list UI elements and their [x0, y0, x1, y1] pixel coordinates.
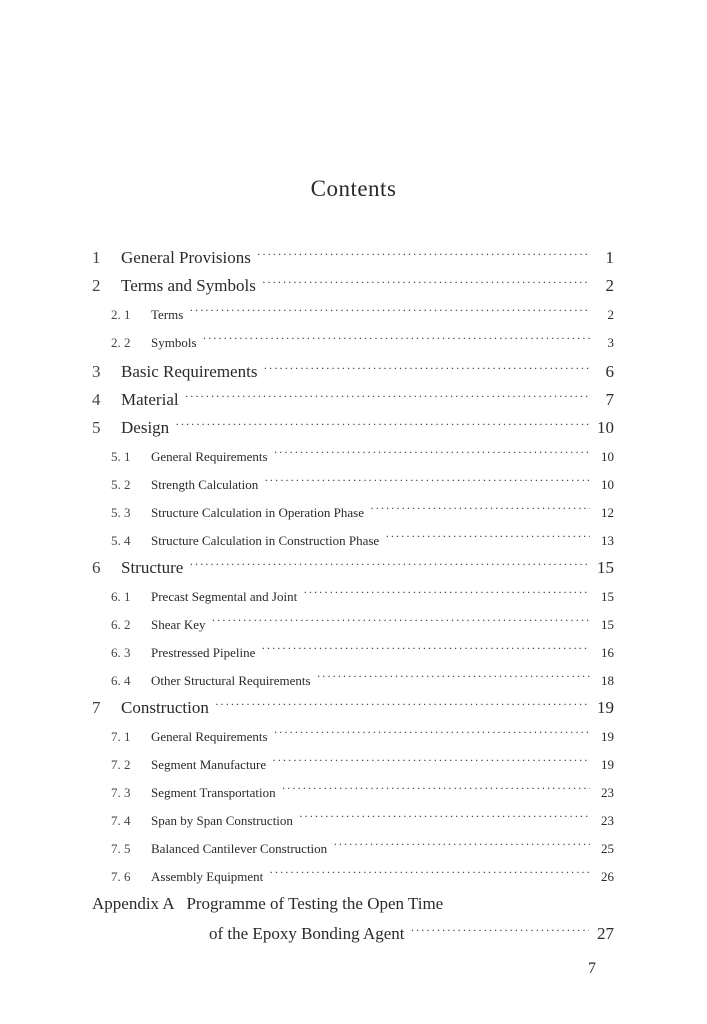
- dot-leader: [299, 812, 590, 825]
- dot-leader: [212, 616, 590, 629]
- entry-title: General Provisions: [121, 248, 251, 267]
- dot-leader: [175, 416, 589, 433]
- entry-title: Structure: [121, 558, 184, 577]
- entry-title: Segment Transportation: [151, 785, 276, 800]
- dot-leader: [274, 728, 590, 741]
- dot-leader: [261, 644, 590, 657]
- entry-title: Precast Segmental and Joint: [151, 589, 298, 604]
- entry-title: Terms: [151, 307, 184, 322]
- entry-title: Other Structural Requirements: [151, 673, 311, 688]
- appendix-title: Appendix A Programme of Testing the Open Time: [92, 894, 444, 913]
- entry-number: 5. 2: [111, 477, 131, 492]
- toc-entry[interactable]: [111, 306, 614, 323]
- toc-entry[interactable]: [111, 784, 614, 801]
- entry-number: 1: [92, 248, 101, 267]
- entry-page-number: 7: [605, 390, 614, 409]
- entry-title: Symbols: [151, 335, 197, 350]
- entry-page-number: 15: [601, 589, 614, 604]
- toc-entry[interactable]: [111, 504, 614, 521]
- dot-leader: [264, 476, 590, 489]
- entry-page-number: 13: [601, 533, 614, 548]
- entry-page-number: 10: [601, 449, 614, 464]
- toc-entry[interactable]: [111, 588, 614, 605]
- toc-entry[interactable]: [111, 840, 614, 857]
- entry-page-number: 6: [605, 362, 614, 381]
- dot-leader: [215, 696, 589, 713]
- dot-leader: [257, 246, 590, 263]
- toc-entry[interactable]: [92, 416, 614, 438]
- toc-entry[interactable]: [111, 756, 614, 773]
- entry-page-number: 27: [597, 924, 614, 943]
- toc-entry[interactable]: [92, 246, 614, 268]
- entry-number: 3: [92, 362, 101, 381]
- toc-entry[interactable]: [92, 360, 614, 382]
- entry-number: 6. 2: [111, 617, 131, 632]
- dot-leader: [269, 868, 590, 881]
- entry-number: 7. 3: [111, 785, 131, 800]
- entry-title: Material: [121, 390, 179, 409]
- entry-number: 6. 4: [111, 673, 131, 688]
- toc-appendix-entry[interactable]: [92, 894, 614, 944]
- toc-entry[interactable]: [111, 812, 614, 829]
- entry-page-number: 16: [601, 645, 614, 660]
- entry-number: 7. 5: [111, 841, 131, 856]
- entry-page-number: 15: [597, 558, 614, 577]
- dot-leader: [317, 672, 590, 685]
- entry-page-number: 18: [601, 673, 614, 688]
- entry-page-number: 2: [607, 307, 614, 322]
- dot-leader: [370, 504, 590, 517]
- entry-title: Balanced Cantilever Construction: [151, 841, 328, 856]
- dot-leader: [385, 532, 590, 545]
- toc-entry[interactable]: [111, 334, 614, 351]
- entry-page-number: 23: [601, 813, 614, 828]
- dot-leader: [303, 588, 590, 601]
- appendix-subtitle: of the Epoxy Bonding Agent: [209, 924, 405, 943]
- entry-number: 5. 1: [111, 449, 131, 464]
- dot-leader: [263, 360, 590, 377]
- entry-number: 5: [92, 418, 101, 437]
- entry-number: 5. 3: [111, 505, 131, 520]
- entry-number: 6. 3: [111, 645, 131, 660]
- toc-entry[interactable]: [111, 728, 614, 745]
- dot-leader: [274, 448, 590, 461]
- entry-title: Assembly Equipment: [151, 869, 264, 884]
- toc-entry[interactable]: [111, 616, 614, 633]
- entry-title: Shear Key: [151, 617, 206, 632]
- entry-page-number: 10: [601, 477, 614, 492]
- entry-title: Structure Calculation in Construction Phase: [151, 533, 380, 548]
- entry-number: 2. 1: [111, 307, 131, 322]
- dot-leader: [189, 556, 589, 573]
- entry-page-number: 26: [601, 869, 614, 884]
- entry-title: Basic Requirements: [121, 362, 258, 381]
- entry-page-number: 2: [605, 276, 614, 295]
- entry-title: General Requirements: [151, 729, 268, 744]
- entry-number: 6: [92, 558, 101, 577]
- entry-page-number: 3: [607, 335, 614, 350]
- entry-title: Construction: [121, 698, 209, 717]
- dot-leader: [185, 388, 590, 405]
- toc-entry[interactable]: [92, 274, 614, 296]
- appendix-line-1: [92, 894, 614, 914]
- dot-leader: [282, 784, 590, 797]
- entry-title: Strength Calculation: [151, 477, 259, 492]
- dot-leader: [262, 274, 590, 291]
- toc-entry[interactable]: [92, 556, 614, 578]
- entry-page-number: 23: [601, 785, 614, 800]
- dot-leader: [410, 922, 589, 939]
- toc-entry[interactable]: [111, 644, 614, 661]
- entry-page-number: 10: [597, 418, 614, 437]
- toc-entry[interactable]: [111, 476, 614, 493]
- entry-title: Structure Calculation in Operation Phase: [151, 505, 365, 520]
- entry-page-number: 19: [597, 698, 614, 717]
- entry-number: 7. 1: [111, 729, 131, 744]
- toc-entry[interactable]: [92, 388, 614, 410]
- entry-page-number: 12: [601, 505, 614, 520]
- entry-title: General Requirements: [151, 449, 268, 464]
- entry-page-number: 19: [601, 729, 614, 744]
- appendix-line-2: [92, 922, 614, 944]
- toc-entry[interactable]: [111, 448, 614, 465]
- dot-leader: [203, 334, 590, 347]
- entry-number: 6. 1: [111, 589, 131, 604]
- dot-leader: [333, 840, 590, 853]
- toc-entry[interactable]: [111, 672, 614, 689]
- dot-leader: [189, 306, 590, 319]
- page-title: Contents: [310, 176, 397, 201]
- toc-entry[interactable]: [111, 868, 614, 885]
- entry-number: 7. 2: [111, 757, 131, 772]
- entry-number: 7. 6: [111, 869, 131, 884]
- entry-page-number: 1: [605, 248, 614, 267]
- toc-entry[interactable]: [111, 532, 614, 549]
- entry-number: 7. 4: [111, 813, 131, 828]
- entry-title: Span by Span Construction: [151, 813, 293, 828]
- entry-number: 7: [92, 698, 101, 717]
- entry-number: 4: [92, 390, 101, 409]
- entry-page-number: 19: [601, 757, 614, 772]
- dot-leader: [272, 756, 590, 769]
- entry-page-number: 25: [601, 841, 614, 856]
- page-folio-number: 7: [588, 960, 596, 977]
- entry-number: 2. 2: [111, 335, 131, 350]
- entry-page-number: 15: [601, 617, 614, 632]
- entry-number: 2: [92, 276, 101, 295]
- entry-title: Design: [121, 418, 170, 437]
- entry-number: 5. 4: [111, 533, 131, 548]
- toc-entry[interactable]: [92, 696, 614, 718]
- entry-title: Segment Manufacture: [151, 757, 267, 772]
- entry-title: Prestressed Pipeline: [151, 645, 256, 660]
- entry-title: Terms and Symbols: [121, 276, 256, 295]
